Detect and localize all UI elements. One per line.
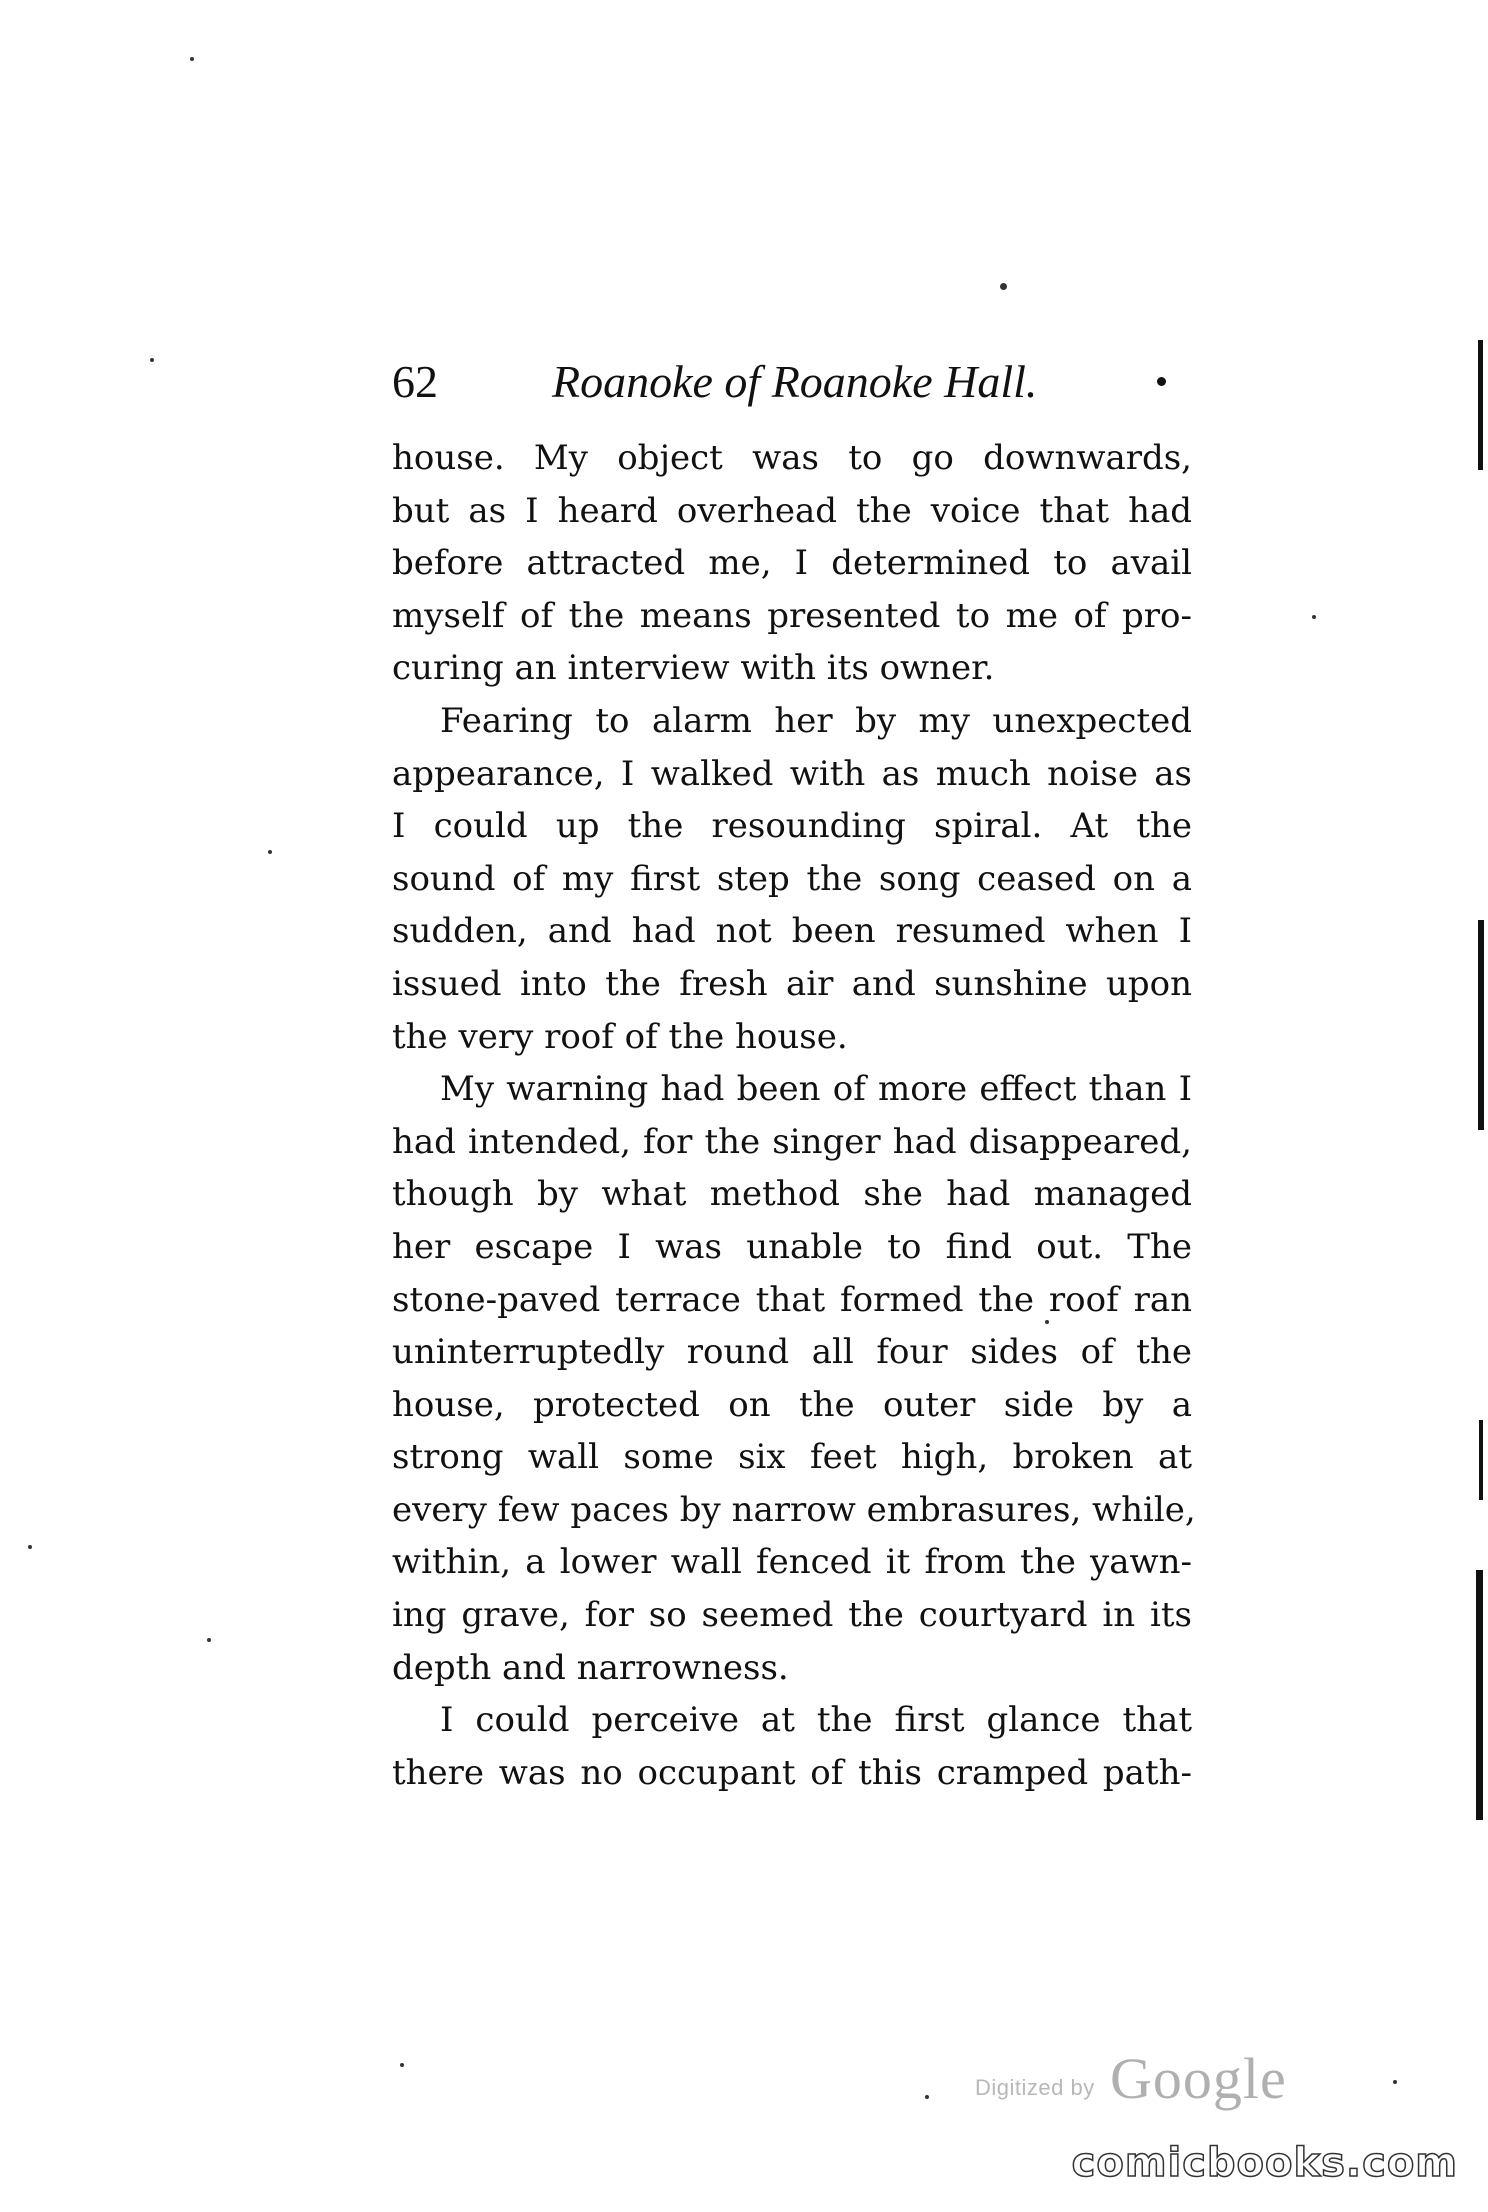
text-line: but as I heard overhead the voice that had	[392, 490, 1192, 531]
paragraph	[392, 695, 1192, 1063]
text-line: I could perceive at the first glance that	[440, 1700, 1192, 1741]
running-title: Roanoke of Roanoke Hall.	[552, 356, 1038, 407]
google-logo-text: Google	[1110, 2046, 1287, 2111]
text-line: her escape I was unable to find out. The	[392, 1226, 1192, 1267]
text-line: the very roof of the house.	[392, 1016, 848, 1057]
paragraph	[392, 1063, 1196, 1694]
scan-edge-mark	[1479, 1420, 1483, 1500]
google-digitized-watermark	[975, 2045, 1295, 2115]
text-line: every few paces by narrow embrasures, while,	[392, 1489, 1196, 1530]
scan-speck	[268, 850, 272, 854]
text-line: myself of the means presented to me of pro-	[392, 595, 1192, 636]
text-line: ing grave, for so seemed the courtyard in its	[392, 1595, 1192, 1636]
scan-speck	[28, 1545, 32, 1549]
scan-speck	[1312, 615, 1316, 619]
text-line: house, protected on the outer side by a	[392, 1384, 1192, 1425]
paragraph	[392, 432, 1192, 695]
text-line: uninterruptedly round all four sides of the	[392, 1332, 1192, 1373]
scan-speck	[1393, 2080, 1397, 2084]
text-line: strong wall some six feet high, broken at	[392, 1437, 1192, 1478]
text-line: though by what method she had managed	[392, 1174, 1192, 1215]
text-line: before attracted me, I determined to avail	[392, 543, 1192, 584]
scan-edge-mark	[1478, 340, 1483, 470]
scan-edge-mark	[1476, 1570, 1483, 1820]
site-watermark: comicbooks.com	[1071, 2140, 1458, 2186]
text-line: had intended, for the singer had disappeared,	[392, 1121, 1192, 1162]
scan-speck	[400, 2063, 404, 2067]
text-line: there was no occupant of this cramped path-	[392, 1752, 1192, 1793]
scan-speck	[1045, 1320, 1049, 1324]
text-line: sound of my first step the song ceased on a	[392, 858, 1192, 899]
text-line: I could up the resounding spiral. At the	[392, 806, 1192, 847]
scan-speck	[207, 1638, 211, 1642]
page-number: 62	[392, 356, 438, 407]
text-line: within, a lower wall fenced it from the yawn-	[392, 1542, 1192, 1583]
body-text	[392, 432, 1196, 1799]
scan-speck	[150, 358, 154, 362]
digitized-by-text: Digitized by	[975, 2075, 1095, 2100]
scan-edge-mark	[1478, 920, 1484, 1130]
text-line: issued into the fresh air and sunshine upon	[392, 963, 1192, 1004]
text-line: My warning had been of more effect than I	[440, 1069, 1192, 1110]
scan-speck	[190, 57, 194, 61]
text-line: Fearing to alarm her by my unexpected	[440, 700, 1192, 741]
scan-speck	[925, 2095, 929, 2099]
header-dot-mark	[1157, 377, 1166, 386]
text-line: appearance, I walked with as much noise as	[392, 753, 1192, 794]
text-line: curing an interview with its owner.	[392, 648, 995, 689]
text-line: house. My object was to go downwards,	[392, 438, 1192, 478]
text-line: sudden, and had not been resumed when I	[392, 911, 1192, 952]
text-line: stone-paved terrace that formed the roof ran	[392, 1279, 1192, 1320]
paragraph	[392, 1694, 1192, 1799]
text-line: depth and narrowness.	[392, 1647, 789, 1688]
scan-speck	[1000, 283, 1007, 290]
page-header	[392, 355, 1192, 415]
